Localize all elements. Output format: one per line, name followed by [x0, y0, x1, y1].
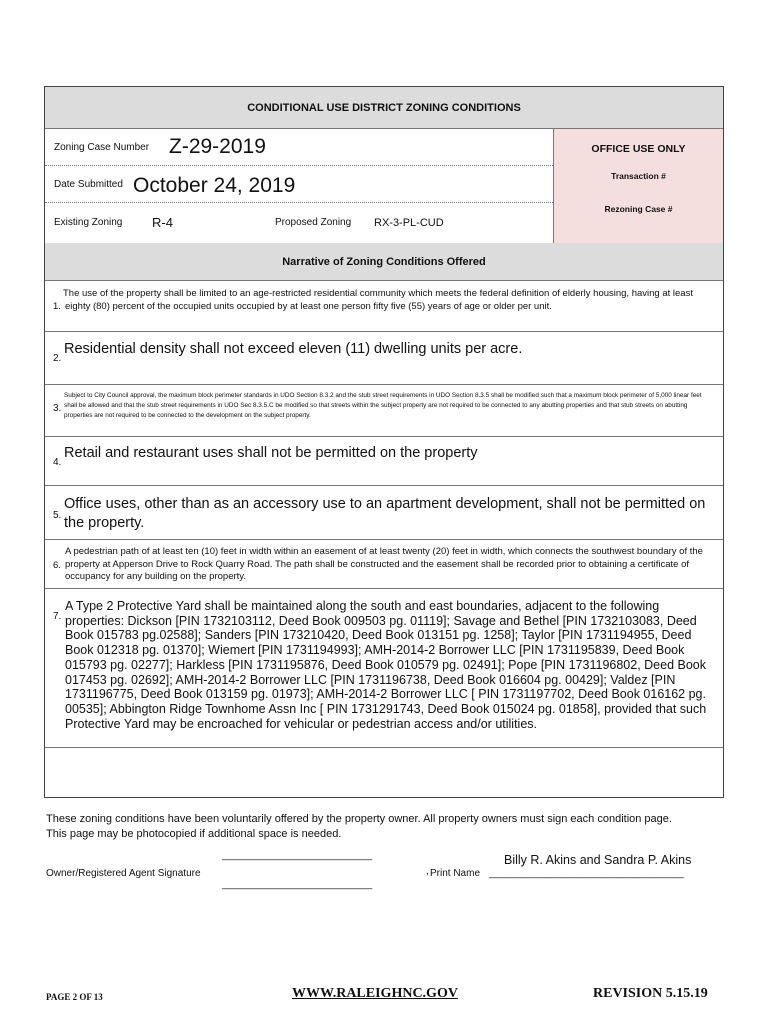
condition-5-number: 5. [53, 510, 62, 521]
condition-3-text[interactable]: Subject to City Council approval, the maximum block perimeter standards in UDO Section 8.3.2 and the stub street requirements in UDO Section 8.3.5 shall be modified such that a maximum block perimeter of 5,000 linear feet shall be allowed and that the stub street requirements in UDO Sec 8.3.5.C be modified so that streets within the subject property are not required to be connected to any abutting properties and that stub streets on abutting properties are not required to be connected to the development on the subject property. [64, 392, 702, 419]
page-label: PAGE [46, 992, 71, 1002]
form-title-bar [45, 87, 723, 129]
existing-zoning-label: Existing Zoning [54, 217, 123, 228]
condition-6-text[interactable]: A pedestrian path of at least ten (10) feet in width within an easement of at least twenty (20) feet in width, which connects the southwest boundary of the property at Apperson Drive to Rock Quarry Road. The path shall be constructed and the easement shall be recorded prior to obtaining a certificate of occupancy for any building on the property. [65, 546, 703, 582]
form-title: CONDITIONAL USE DISTRICT ZONING CONDITIONS [247, 102, 521, 114]
condition-2-text[interactable]: Residential density shall not exceed eleven (11) dwelling units per acre. [64, 341, 523, 357]
condition-2-number: 2. [53, 353, 62, 364]
condition-3-number: 3. [53, 403, 62, 414]
print-name-value[interactable]: Billy R. Akins and Sandra P. Akins [504, 853, 692, 867]
condition-4-number: 4. [53, 457, 62, 468]
narrative-title: Narrative of Zoning Conditions Offered [282, 256, 486, 268]
page-number: 2 [72, 992, 78, 1002]
case-number-label: Zoning Case Number [54, 142, 150, 153]
transaction-label: Transaction # [611, 171, 666, 181]
date-submitted-label: Date Submitted [54, 179, 123, 190]
signature-comma: , [426, 866, 429, 877]
condition-6-number: 6. [53, 560, 61, 571]
condition-1-number: 1. [53, 301, 61, 312]
total-pages: 13 [93, 992, 103, 1002]
existing-zoning-value[interactable]: R-4 [152, 215, 173, 230]
proposed-zoning-label: Proposed Zoning [275, 217, 352, 228]
signature-line-bottom[interactable]: ___________________________ [222, 879, 373, 890]
case-number-value[interactable]: Z-29-2019 [169, 135, 266, 158]
condition-4-text[interactable]: Retail and restaurant uses shall not be permitted on the property [64, 445, 478, 461]
rezoning-case-label: Rezoning Case # [604, 204, 673, 214]
condition-7-text[interactable]: A Type 2 Protective Yard shall be maintained along the south and east boundaries, adjacent to the following properties: Dickson [PIN 1732103112, Deed Book 009503 pg. 01119]; Savage and Bethel [PIN 1732103083, Deed Book 015783 pg.02588]; Sanders [PIN 173210420, Deed Book 013151 pg. 1258]; Taylor [PIN 1731194955, Deed Book 012318 pg. 01370]; Wiemert [PIN 1731194993]; AMH-2014-2 Borrower LLC [PIN 1731195839, Deed Book 015793 pg. 02277]; Harkless [PIN 1731195876, Deed Book 010579 pg. 02491]; Pope [PIN 1731196802, Deed Book 017453 pg. 02692]; AMH-2014-2 Borrower LLC [PIN 1731196738, Deed Book 016604 pg. 00429]; Valdez [PIN 1731196775, Deed Book 013159 pg. 01973]; AMH-2014-2 Borrower LLC [ PIN 1731197702, Deed Book 016162 pg. 00535]; Abbington Ridge Townhome Assn Inc [ PIN 1731291743, Deed Book 015024 pg. 01858], provided that such Protective Yard may be encroached for vehicular or pedestrian access and/or utilities. [65, 599, 707, 731]
date-submitted-value[interactable]: October 24, 2019 [133, 174, 296, 197]
zoning-conditions-form [44, 86, 724, 798]
condition-7-number: 7. [53, 611, 62, 622]
owner-signature-label: Owner/Registered Agent Signature [46, 868, 201, 879]
print-name-line[interactable]: ___________________________________ [489, 868, 684, 879]
condition-1-text[interactable]: The use of the property shall be limited to an age-restricted residential community which meets the federal definition of elderly housing, having at least eighty (80) percent of the occupied units occupied by at least one person fifty five (55) years of age or older per unit. [63, 288, 693, 312]
of-label: OF [79, 992, 92, 1002]
office-use-panel [553, 129, 723, 243]
signature-line-top[interactable]: ___________________________ [222, 850, 373, 861]
revision-label: REVISION 5.15.19 [593, 986, 708, 1001]
print-name-label: Print Name [430, 868, 481, 879]
narrative-bar [45, 243, 723, 281]
page-indicator [46, 992, 103, 1002]
website-link[interactable]: WWW.RALEIGHNC.GOV [292, 986, 458, 1001]
proposed-zoning-value[interactable]: RX-3-PL-CUD [374, 217, 444, 229]
voluntary-statement: These zoning conditions have been voluntarily offered by the property owner. All property owners must sign each condition page. This page may be photocopied if additional space is needed. [46, 813, 672, 840]
office-use-title: OFFICE USE ONLY [591, 143, 686, 155]
condition-5-text[interactable]: Office uses, other than as an accessory use to an apartment development, shall not be permitted on the property. [64, 496, 706, 531]
